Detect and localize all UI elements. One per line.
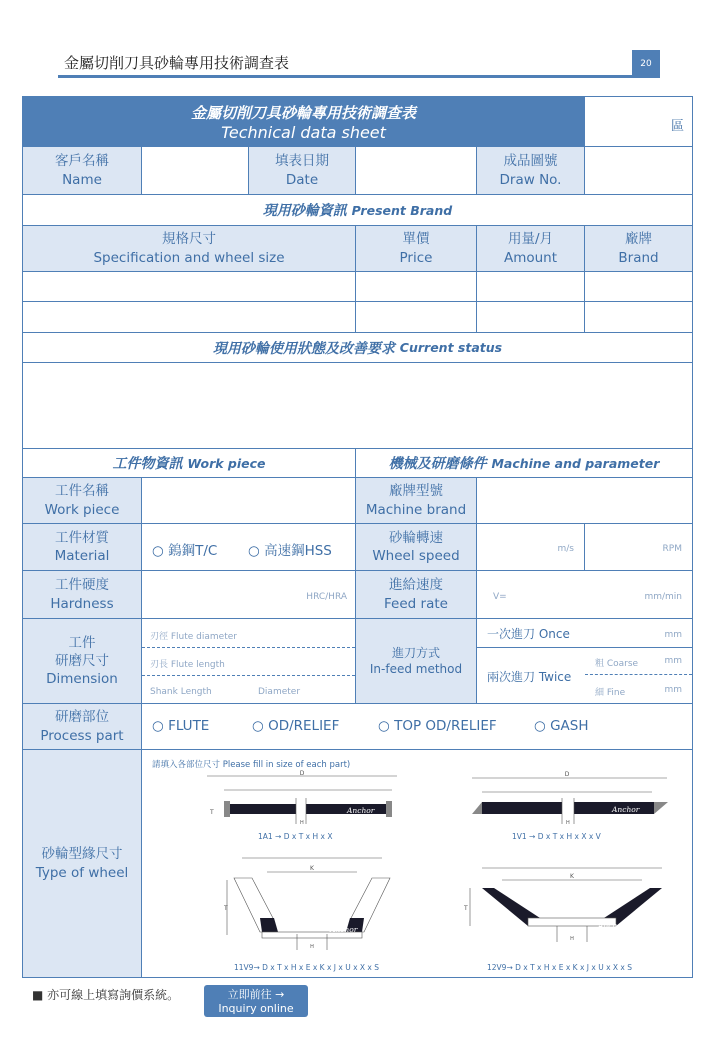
brand-row-1[interactable]	[584, 271, 693, 302]
brand-row-2[interactable]	[584, 301, 693, 333]
flute-length-field[interactable]: 刃長 Flute length	[142, 647, 355, 676]
drawing-no-field[interactable]	[584, 146, 693, 195]
fine-field[interactable]: 細 Fine mm	[595, 685, 682, 698]
customer-name-label: 客戶名稱 Name	[22, 146, 142, 195]
form-title	[22, 96, 585, 147]
process-option-gash[interactable]: ○ GASH	[534, 718, 589, 734]
dimension-label: 工件 研磨尺寸 Dimension	[22, 618, 142, 704]
wheel-speed-rpm-field[interactable]: RPM	[584, 523, 693, 571]
process-part-options	[141, 703, 693, 750]
svg-text:K: K	[570, 873, 574, 880]
date-label: 填表日期 Date	[248, 146, 356, 195]
material-option-hss[interactable]: ○ 高速鋼HSS	[248, 543, 332, 559]
amount-row-2[interactable]	[476, 301, 585, 333]
drawing-no-label: 成品圖號 Draw No.	[476, 146, 585, 195]
wheel-diagrams	[141, 749, 693, 978]
wheel-type-label: 砂輪型緣尺寸 Type of wheel	[22, 749, 142, 978]
machine-brand-label: 廠牌型號 Machine brand	[355, 477, 477, 524]
process-option-top-od-relief[interactable]: ○ TOP OD/RELIEF	[378, 718, 497, 734]
wheel-speed-ms-field[interactable]: m/s	[476, 523, 585, 571]
price-row-2[interactable]	[355, 301, 477, 333]
wheel-11v9-brand: Anchor	[330, 925, 358, 934]
form-title-zh: 金屬切削刀具砂輪專用技術調查表	[190, 104, 416, 122]
wheel-12v9-diagram	[462, 860, 682, 950]
feed-rate-field[interactable]: V= mm/min	[476, 570, 693, 619]
material-options	[141, 523, 356, 571]
inquiry-button-zh: 立即前往 →	[227, 988, 285, 1001]
flute-diameter-field[interactable]: 刃徑 Flute diameter	[142, 619, 355, 648]
svg-text:T: T	[224, 905, 228, 912]
spec-row-1[interactable]	[22, 271, 356, 302]
work-name-label: 工件名稱 Work piece	[22, 477, 142, 524]
wheel-1v1-formula: 1V1 → D x T x H x X x V	[512, 832, 601, 841]
svg-text:H: H	[566, 820, 570, 826]
svg-text:H: H	[570, 936, 574, 942]
inquiry-online-button[interactable]	[204, 985, 308, 1017]
work-piece-heading: 工件物資訊 Work piece	[22, 448, 356, 478]
form-title-en: Technical data sheet	[221, 123, 386, 142]
svg-text:T: T	[210, 809, 214, 816]
wheel-1v1-diagram	[462, 768, 682, 828]
current-status-heading: 現用砂輪使用狀態及改善要求 Current status	[22, 332, 693, 363]
page-header-title: 金屬切削刀具砂輪專用技術調查表	[64, 54, 290, 72]
infeed-label: 進刀方式 In-feed method	[355, 618, 477, 704]
inquiry-button-en: Inquiry online	[218, 1002, 294, 1015]
date-field[interactable]	[355, 146, 477, 195]
svg-text:D: D	[299, 770, 305, 777]
wheel-1a1-formula: 1A1 → D x T x H x X	[258, 832, 333, 841]
material-label: 工件材質 Material	[22, 523, 142, 571]
wheel-1a1-brand: Anchor	[347, 806, 375, 815]
svg-text:T: T	[464, 905, 468, 912]
dimension-fields	[141, 618, 356, 704]
svg-text:K: K	[310, 865, 314, 872]
hardness-field[interactable]: HRC/HRA	[141, 570, 356, 619]
machine-heading: 機械及研磨條件 Machine and parameter	[355, 448, 693, 478]
work-name-field[interactable]	[141, 477, 356, 524]
price-row-1[interactable]	[355, 271, 477, 302]
wheel-hint: 請填入各部位尺寸 Please fill in size of each part)	[152, 760, 351, 770]
wheel-1v1-brand: Anchor	[612, 805, 640, 814]
brand-header: 廠牌 Brand	[584, 225, 693, 272]
form-side-box	[584, 96, 693, 147]
wheel-11v9-diagram	[222, 850, 402, 960]
customer-name-field[interactable]	[141, 146, 249, 195]
coarse-field[interactable]: 粗 Coarse mm	[585, 647, 692, 675]
price-header: 單價 Price	[355, 225, 477, 272]
side-label: 區	[670, 119, 684, 134]
machine-brand-field[interactable]	[476, 477, 693, 524]
material-option-tc[interactable]: ○ 鎢鋼T/C	[152, 543, 218, 559]
process-part-label: 研磨部位 Process part	[22, 703, 142, 750]
process-option-flute[interactable]: ○ FLUTE	[152, 718, 210, 734]
svg-text:D: D	[564, 771, 570, 778]
spec-row-2[interactable]	[22, 301, 356, 333]
wheel-speed-label: 砂輪轉速 Wheel speed	[355, 523, 477, 571]
amount-header: 用量/月 Amount	[476, 225, 585, 272]
wheel-11v9-formula: 11V9→ D x T x H x E x K x J x U x X x S	[234, 963, 380, 972]
wheel-12v9-brand: Anchor	[598, 921, 626, 930]
current-status-field[interactable]	[22, 362, 693, 449]
present-brand-heading: 現用砂輪資訊 Present Brand	[22, 194, 693, 226]
spec-header: 規格尺寸 Specification and wheel size	[22, 225, 356, 272]
once-field[interactable]: 一次進刀 Once mm	[477, 619, 692, 648]
svg-text:H: H	[300, 820, 304, 826]
header-divider	[58, 75, 633, 78]
amount-row-1[interactable]	[476, 271, 585, 302]
hardness-label: 工件硬度 Hardness	[22, 570, 142, 619]
infeed-fields: 一次進刀 Once mm 兩次進刀 Twice 粗 Coarse mm 細 Fine mm	[476, 618, 693, 704]
feed-rate-label: 進給速度 Feed rate	[355, 570, 477, 619]
process-option-od-relief[interactable]: ○ OD/RELIEF	[252, 718, 340, 734]
page-number: 20	[632, 50, 660, 78]
wheel-1a1-diagram	[202, 768, 402, 828]
online-note: ■ 亦可線上填寫詢價系統。	[32, 988, 180, 1002]
wheel-12v9-formula: 12V9→ D x T x H x E x K x J x U x X x S	[487, 963, 633, 972]
shank-field[interactable]: Shank Length Diameter	[150, 687, 301, 697]
svg-text:H: H	[310, 944, 314, 950]
